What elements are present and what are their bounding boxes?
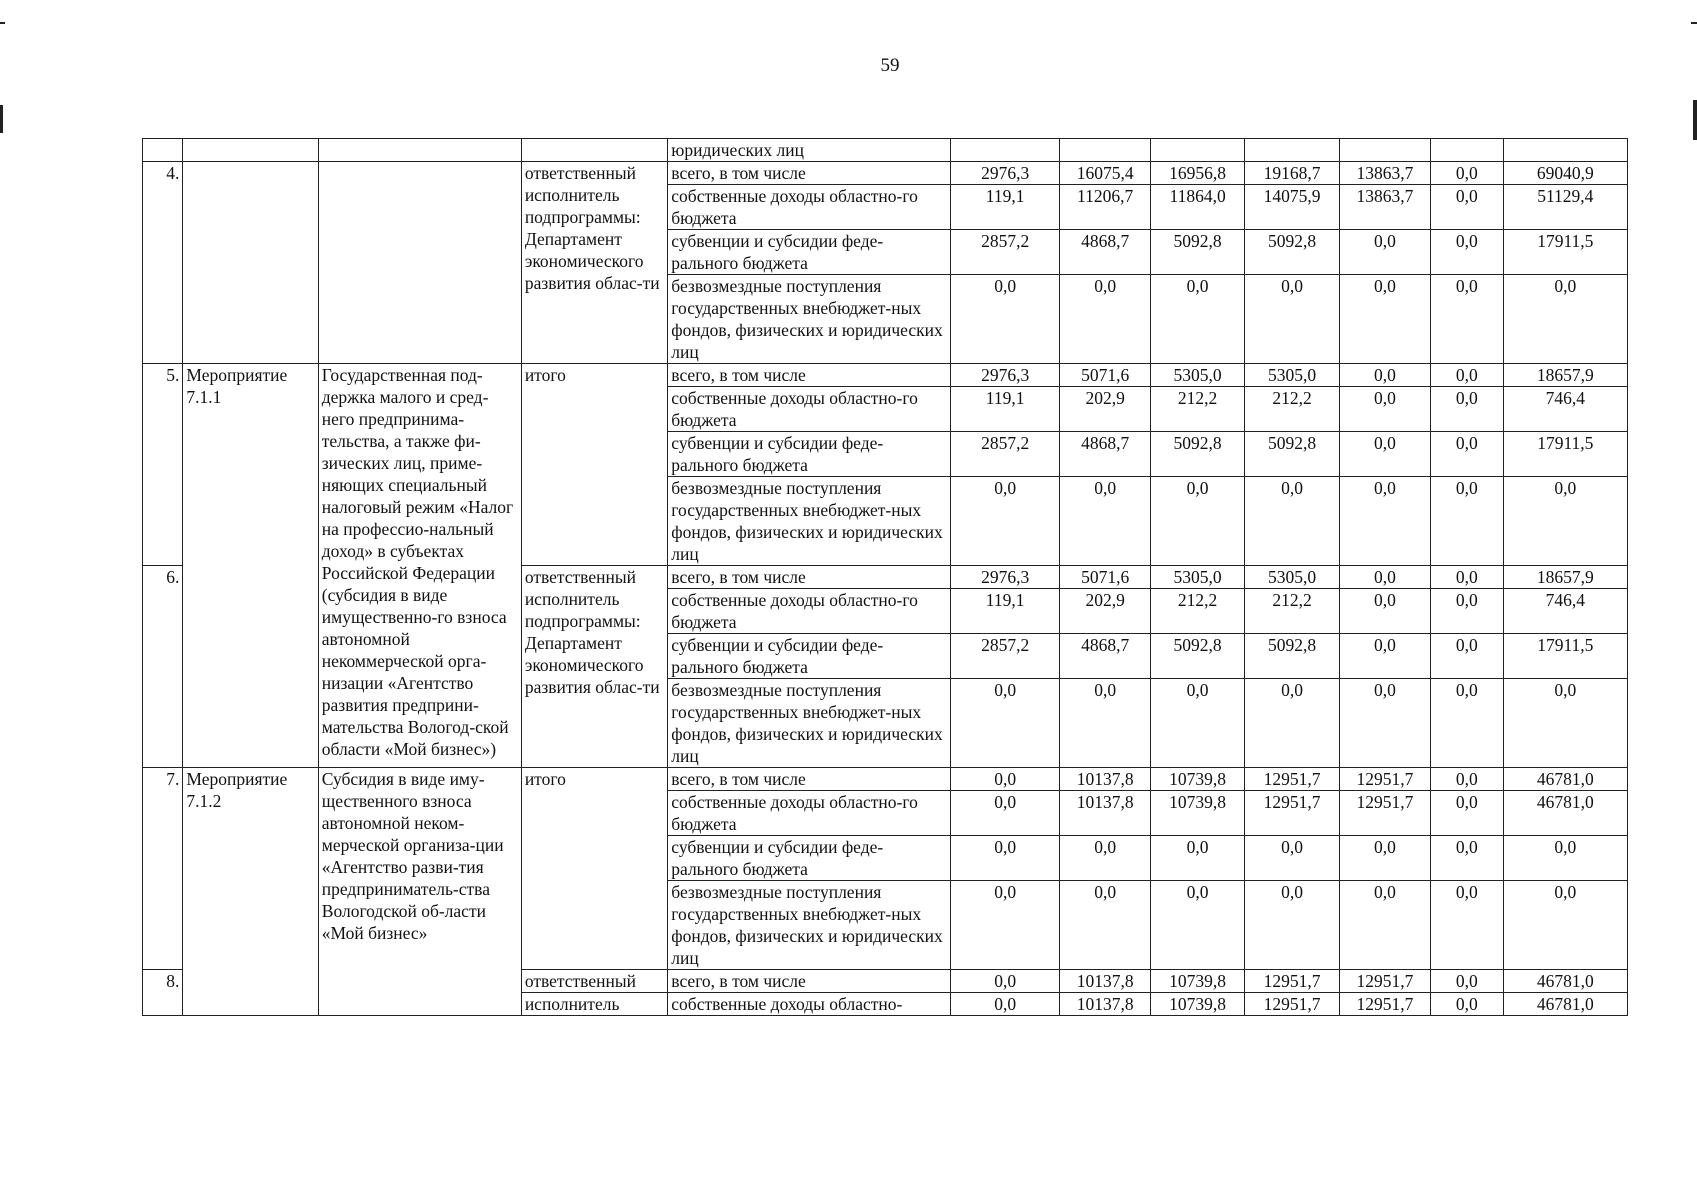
measure-cell: Мероприятие 7.1.2 (183, 768, 318, 1016)
executor-cell: итого (521, 768, 667, 970)
value-cell: 2857,2 (951, 432, 1060, 477)
executor-cell: итого (521, 364, 667, 566)
value-cell (1060, 139, 1151, 162)
value-cell: 0,0 (951, 768, 1060, 791)
value-cell (1151, 139, 1245, 162)
top-left-edge-mark (0, 22, 5, 24)
value-cell: 0,0 (1340, 275, 1431, 364)
top-right-edge-mark (1691, 22, 1697, 24)
value-cell: 202,9 (1060, 387, 1151, 432)
row-number-cell: 4. (143, 162, 183, 364)
value-cell: 5071,6 (1060, 566, 1151, 589)
value-cell: 2976,3 (951, 162, 1060, 185)
value-cell: 17911,5 (1503, 432, 1627, 477)
source-cell: всего, в том числе (668, 566, 951, 589)
measure-cell (183, 162, 318, 364)
value-cell: 0,0 (1340, 589, 1431, 634)
source-cell: субвенции и субсидии феде-рального бюджета (668, 230, 951, 275)
value-cell: 0,0 (1151, 477, 1245, 566)
value-cell: 18657,9 (1503, 364, 1627, 387)
right-edge-mark (1693, 100, 1697, 140)
executor-cell: ответственный исполнитель подпрограммы: Департамент экономического развития облас-ти (521, 162, 667, 364)
value-cell: 5305,0 (1151, 364, 1245, 387)
value-cell: 0,0 (1430, 993, 1503, 1016)
value-cell: 17911,5 (1503, 230, 1627, 275)
value-cell: 0,0 (1430, 477, 1503, 566)
value-cell: 0,0 (1430, 589, 1503, 634)
value-cell: 46781,0 (1503, 768, 1627, 791)
value-cell: 0,0 (1060, 275, 1151, 364)
value-cell: 0,0 (1340, 679, 1431, 768)
value-cell: 4868,7 (1060, 432, 1151, 477)
value-cell: 0,0 (1430, 970, 1503, 993)
value-cell: 0,0 (951, 679, 1060, 768)
source-cell: всего, в том числе (668, 768, 951, 791)
value-cell: 12951,7 (1340, 768, 1431, 791)
value-cell: 0,0 (1430, 275, 1503, 364)
value-cell: 18657,9 (1503, 566, 1627, 589)
row-number-cell (143, 139, 183, 162)
source-cell: собственные доходы областно- (668, 993, 951, 1016)
executor-cell: исполнитель (521, 993, 667, 1016)
value-cell: 0,0 (951, 970, 1060, 993)
measure-cell (183, 139, 318, 162)
table-row (143, 139, 1628, 162)
source-cell: субвенции и субсидии феде-рального бюджета (668, 836, 951, 881)
page-number: 59 (880, 55, 900, 76)
value-cell: 0,0 (1245, 679, 1340, 768)
value-cell: 202,9 (1060, 589, 1151, 634)
value-cell: 10739,8 (1151, 993, 1245, 1016)
value-cell: 2976,3 (951, 566, 1060, 589)
value-cell: 0,0 (1245, 275, 1340, 364)
value-cell: 5092,8 (1245, 230, 1340, 275)
value-cell: 12951,7 (1340, 970, 1431, 993)
value-cell: 12951,7 (1340, 993, 1431, 1016)
value-cell: 0,0 (1340, 477, 1431, 566)
source-cell: собственные доходы областно-го бюджета (668, 387, 951, 432)
value-cell: 119,1 (951, 589, 1060, 634)
source-cell: юридических лиц (668, 139, 951, 162)
value-cell: 5305,0 (1245, 566, 1340, 589)
value-cell: 12951,7 (1340, 791, 1431, 836)
row-number-cell: 6. (143, 566, 183, 768)
value-cell: 0,0 (1503, 836, 1627, 881)
source-cell: безвозмездные поступления государственных внебюджет-ных фондов, физических и юридических лиц (668, 275, 951, 364)
value-cell: 12951,7 (1245, 993, 1340, 1016)
value-cell: 0,0 (1060, 679, 1151, 768)
value-cell: 0,0 (1430, 566, 1503, 589)
value-cell: 0,0 (1340, 432, 1431, 477)
value-cell: 10137,8 (1060, 993, 1151, 1016)
value-cell: 12951,7 (1245, 970, 1340, 993)
value-cell: 0,0 (1430, 185, 1503, 230)
value-cell: 0,0 (1340, 566, 1431, 589)
value-cell: 10739,8 (1151, 768, 1245, 791)
value-cell (1245, 139, 1340, 162)
source-cell: всего, в том числе (668, 162, 951, 185)
value-cell: 46781,0 (1503, 993, 1627, 1016)
value-cell: 16956,8 (1151, 162, 1245, 185)
value-cell: 69040,9 (1503, 162, 1627, 185)
value-cell: 0,0 (1151, 679, 1245, 768)
value-cell: 16075,4 (1060, 162, 1151, 185)
row-number-cell: 7. (143, 768, 183, 970)
value-cell: 13863,7 (1340, 185, 1431, 230)
description-cell (318, 139, 521, 162)
value-cell: 0,0 (951, 477, 1060, 566)
value-cell: 119,1 (951, 185, 1060, 230)
source-cell: собственные доходы областно-го бюджета (668, 589, 951, 634)
value-cell: 0,0 (951, 993, 1060, 1016)
value-cell: 746,4 (1503, 589, 1627, 634)
value-cell: 746,4 (1503, 387, 1627, 432)
value-cell: 2976,3 (951, 364, 1060, 387)
value-cell: 0,0 (1340, 230, 1431, 275)
value-cell: 0,0 (1430, 881, 1503, 970)
value-cell (1430, 139, 1503, 162)
value-cell: 5092,8 (1245, 634, 1340, 679)
value-cell: 0,0 (1151, 275, 1245, 364)
value-cell: 12951,7 (1245, 768, 1340, 791)
left-edge-mark (0, 105, 3, 133)
value-cell: 0,0 (1340, 634, 1431, 679)
table-row (143, 364, 1628, 387)
value-cell: 11206,7 (1060, 185, 1151, 230)
value-cell: 0,0 (1340, 387, 1431, 432)
value-cell: 0,0 (1430, 230, 1503, 275)
value-cell: 4868,7 (1060, 634, 1151, 679)
value-cell: 0,0 (1503, 679, 1627, 768)
value-cell: 0,0 (1430, 162, 1503, 185)
executor-cell: ответственный (521, 970, 667, 993)
value-cell: 0,0 (1503, 275, 1627, 364)
source-cell: безвозмездные поступления государственных внебюджет-ных фондов, физических и юридических лиц (668, 881, 951, 970)
value-cell: 2857,2 (951, 230, 1060, 275)
row-number-cell: 8. (143, 970, 183, 1016)
value-cell: 212,2 (1151, 387, 1245, 432)
source-cell: субвенции и субсидии феде-рального бюджета (668, 432, 951, 477)
value-cell: 0,0 (951, 275, 1060, 364)
row-number-cell: 5. (143, 364, 183, 566)
value-cell: 0,0 (1151, 881, 1245, 970)
value-cell: 212,2 (1245, 387, 1340, 432)
value-cell: 5092,8 (1245, 432, 1340, 477)
value-cell: 0,0 (1340, 836, 1431, 881)
value-cell: 5305,0 (1151, 566, 1245, 589)
value-cell: 0,0 (1430, 364, 1503, 387)
value-cell: 0,0 (1060, 881, 1151, 970)
value-cell: 0,0 (1503, 477, 1627, 566)
value-cell: 0,0 (1245, 836, 1340, 881)
value-cell: 212,2 (1151, 589, 1245, 634)
value-cell: 12951,7 (1245, 791, 1340, 836)
source-cell: всего, в том числе (668, 970, 951, 993)
value-cell: 0,0 (1430, 634, 1503, 679)
source-cell: собственные доходы областно-го бюджета (668, 185, 951, 230)
value-cell: 10739,8 (1151, 970, 1245, 993)
value-cell: 2857,2 (951, 634, 1060, 679)
value-cell: 51129,4 (1503, 185, 1627, 230)
value-cell: 0,0 (1245, 477, 1340, 566)
value-cell: 119,1 (951, 387, 1060, 432)
value-cell: 13863,7 (1340, 162, 1431, 185)
value-cell: 0,0 (1430, 836, 1503, 881)
value-cell: 46781,0 (1503, 970, 1627, 993)
value-cell: 0,0 (1060, 836, 1151, 881)
value-cell: 46781,0 (1503, 791, 1627, 836)
value-cell: 4868,7 (1060, 230, 1151, 275)
description-cell: Государственная под-держка малого и сред-него предпринима-тельства, а также фи-зических лиц, приме-няющих специальный налоговый режим «Налог на профессио-нальный доход» в субъектах Российской Федерации (субсидия в виде имущественно-го взноса автономной некоммерческой орга-низации «Агентство развития предприни-мательства Вологод-ской области «Мой бизнес») (318, 364, 521, 768)
value-cell: 10739,8 (1151, 791, 1245, 836)
value-cell: 5092,8 (1151, 432, 1245, 477)
value-cell: 0,0 (1430, 768, 1503, 791)
value-cell: 0,0 (1340, 881, 1431, 970)
source-cell: безвозмездные поступления государственных внебюджет-ных фондов, физических и юридических лиц (668, 679, 951, 768)
value-cell: 5305,0 (1245, 364, 1340, 387)
value-cell (1503, 139, 1627, 162)
value-cell: 19168,7 (1245, 162, 1340, 185)
value-cell: 0,0 (1503, 881, 1627, 970)
budget-table (142, 138, 1628, 1016)
source-cell: всего, в том числе (668, 364, 951, 387)
value-cell: 14075,9 (1245, 185, 1340, 230)
table-row (143, 768, 1628, 791)
value-cell (951, 139, 1060, 162)
table-row (143, 162, 1628, 185)
value-cell: 0,0 (951, 836, 1060, 881)
value-cell: 0,0 (951, 881, 1060, 970)
value-cell: 10137,8 (1060, 791, 1151, 836)
value-cell: 11864,0 (1151, 185, 1245, 230)
value-cell: 5071,6 (1060, 364, 1151, 387)
value-cell: 0,0 (1430, 791, 1503, 836)
value-cell: 5092,8 (1151, 634, 1245, 679)
source-cell: собственные доходы областно-го бюджета (668, 791, 951, 836)
value-cell: 17911,5 (1503, 634, 1627, 679)
value-cell: 0,0 (951, 791, 1060, 836)
executor-cell: ответственный исполнитель подпрограммы: Департамент экономического развития облас-ти (521, 566, 667, 768)
source-cell: субвенции и субсидии феде-рального бюджета (668, 634, 951, 679)
value-cell: 10137,8 (1060, 970, 1151, 993)
description-cell (318, 162, 521, 364)
value-cell: 0,0 (1245, 881, 1340, 970)
measure-cell: Мероприятие 7.1.1 (183, 364, 318, 768)
description-cell: Субсидия в виде иму-щественного взноса автономной неком-мерческой организа-ции «Агентство разви-тия предприниматель-ства Вологодской об-ласти «Мой бизнес» (318, 768, 521, 1016)
value-cell: 0,0 (1340, 364, 1431, 387)
value-cell: 0,0 (1430, 679, 1503, 768)
value-cell: 212,2 (1245, 589, 1340, 634)
value-cell: 0,0 (1151, 836, 1245, 881)
value-cell: 0,0 (1060, 477, 1151, 566)
source-cell: безвозмездные поступления государственных внебюджет-ных фондов, физических и юридических лиц (668, 477, 951, 566)
value-cell: 5092,8 (1151, 230, 1245, 275)
value-cell: 10137,8 (1060, 768, 1151, 791)
value-cell (1340, 139, 1431, 162)
value-cell: 0,0 (1430, 387, 1503, 432)
executor-cell (521, 139, 667, 162)
value-cell: 0,0 (1430, 432, 1503, 477)
